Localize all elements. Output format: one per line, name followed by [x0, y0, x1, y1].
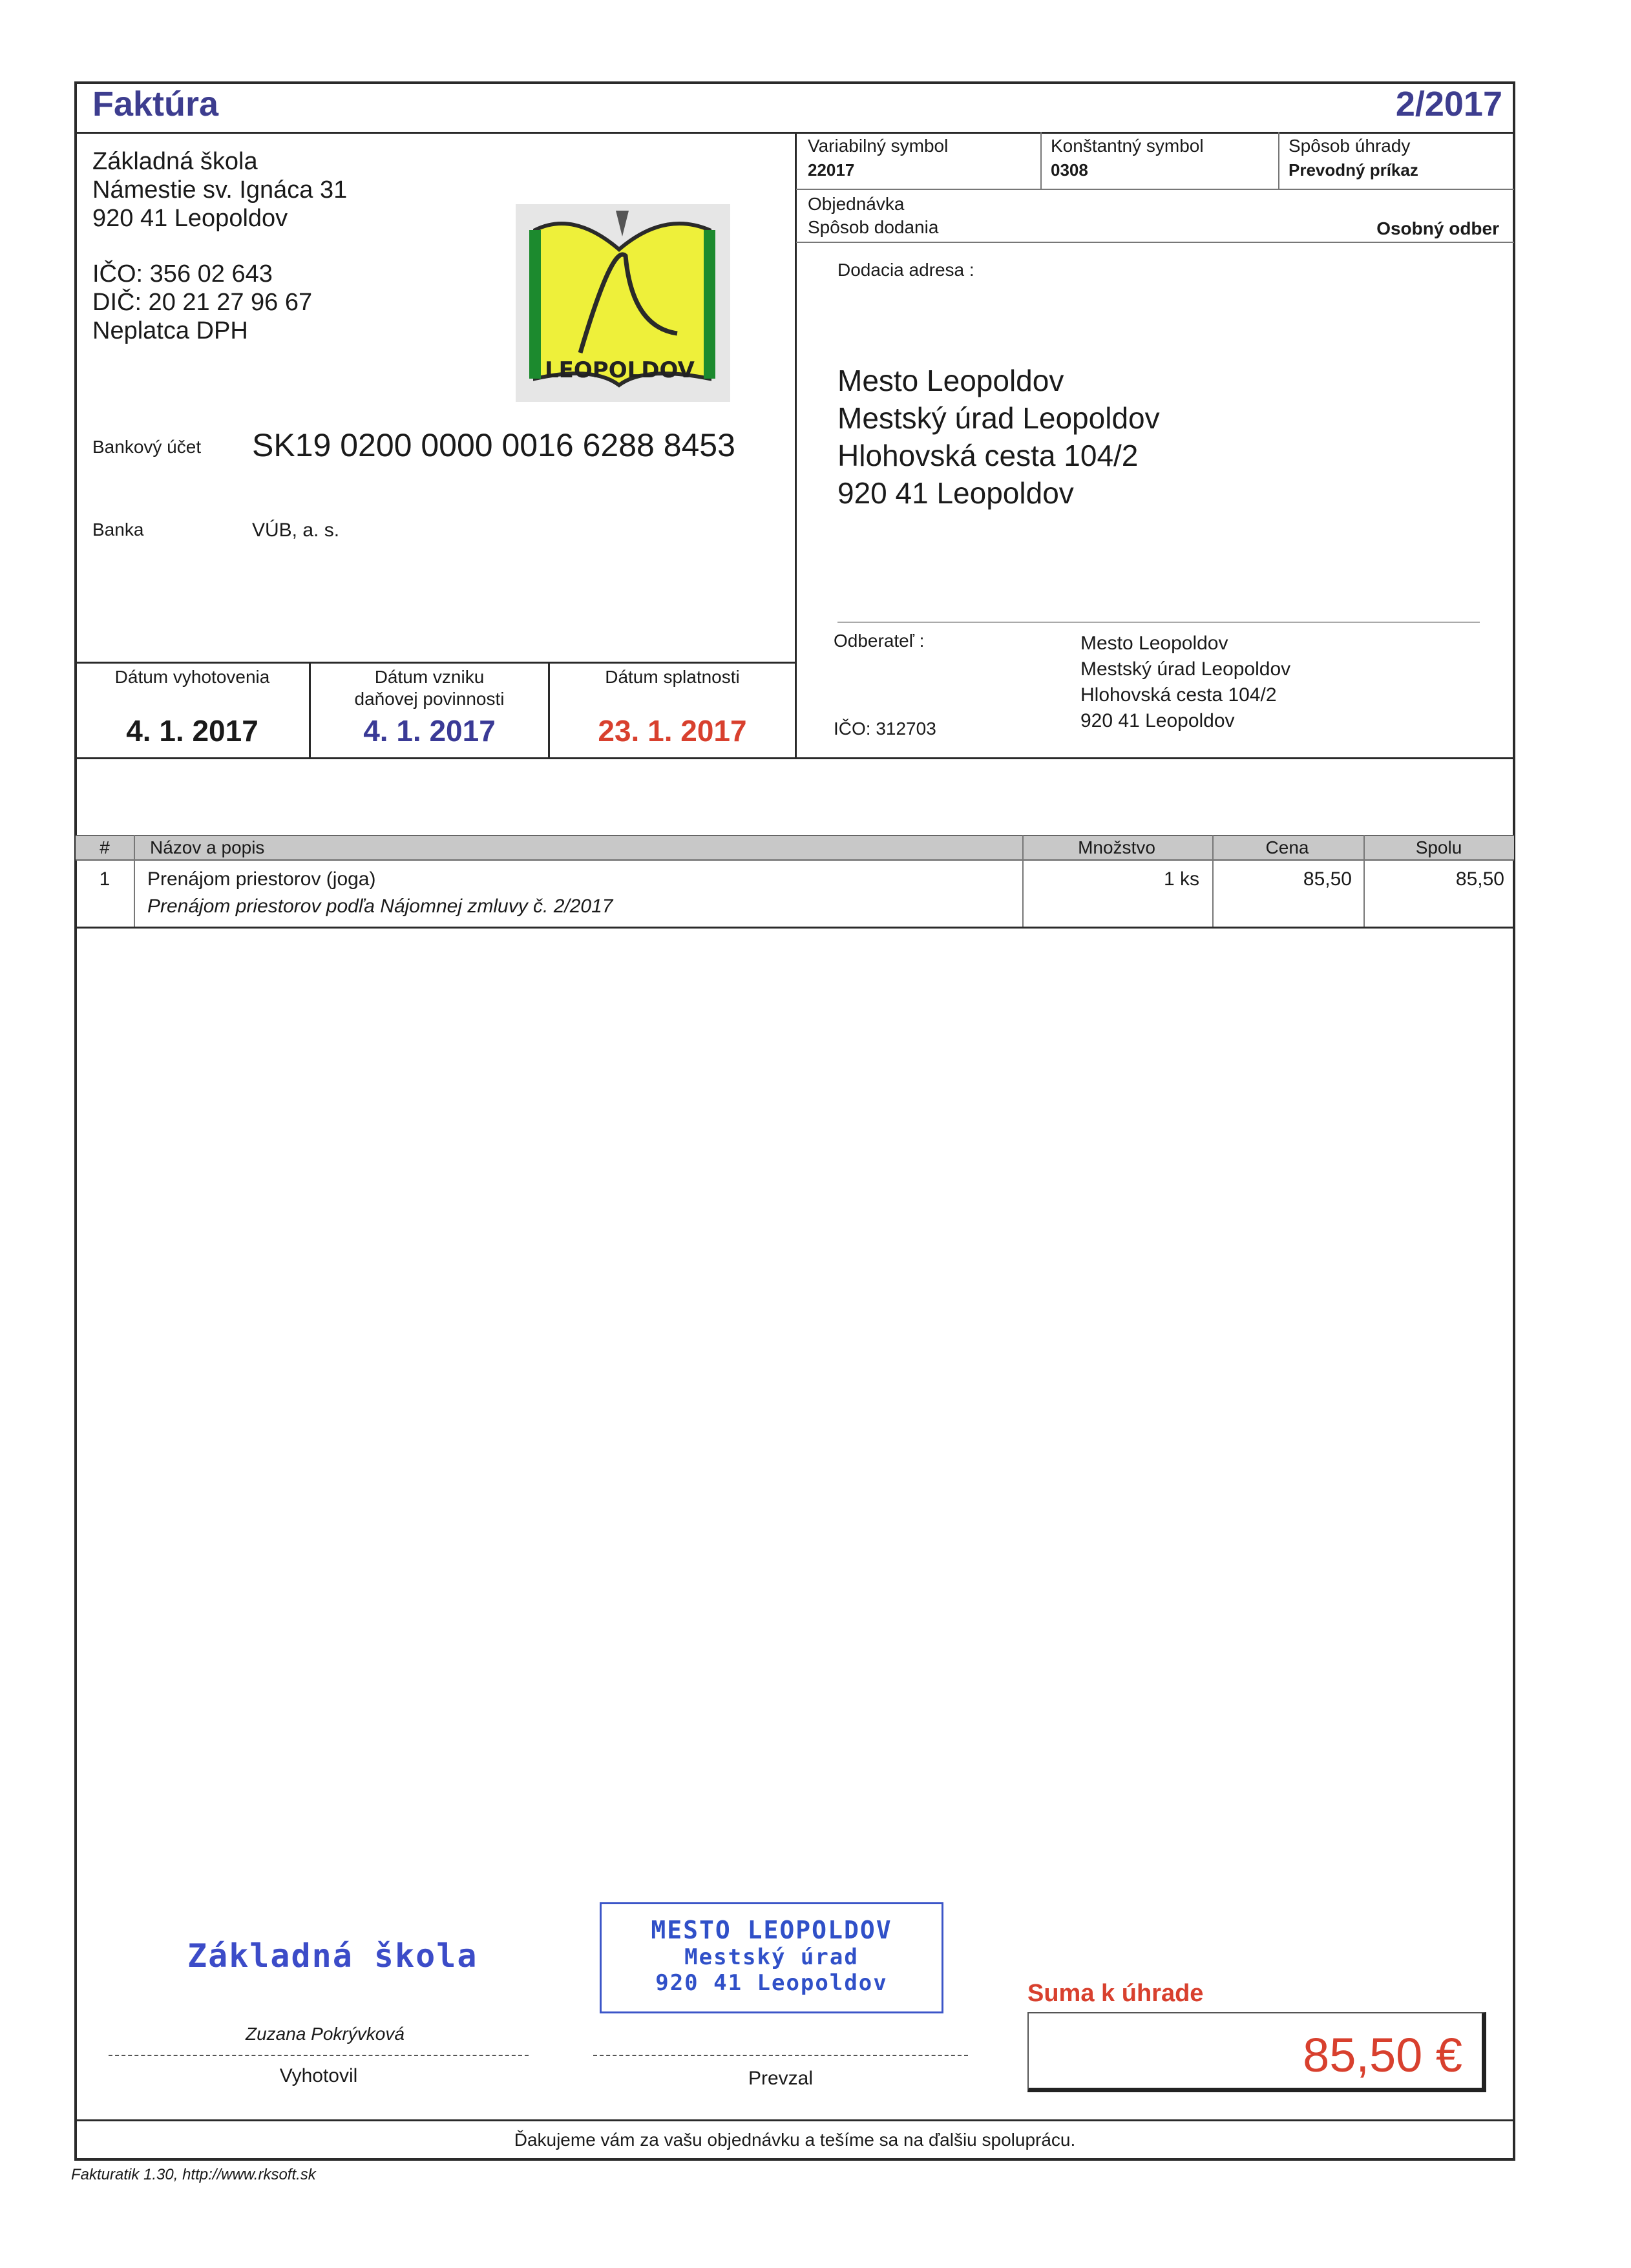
city-stamp-line: MESTO LEOPOLDOV: [651, 1916, 892, 1944]
bank-name: VÚB, a. s.: [252, 520, 340, 541]
school-stamp: Základná škola: [187, 1937, 478, 1975]
delivery-address-line: 920 41 Leopoldov: [837, 476, 1074, 510]
customer-line: Mesto Leopoldov: [1080, 633, 1228, 654]
supplier-vat: Neplatca DPH: [92, 317, 248, 344]
col-header-num: #: [100, 837, 110, 857]
school-logo: [516, 204, 730, 402]
constant-symbol-label: Konštantný symbol: [1051, 136, 1204, 156]
due-date: 23. 1. 2017: [598, 714, 747, 748]
order-label: Objednávka: [808, 194, 905, 214]
bank-account-label: Bankový účet: [92, 437, 202, 457]
delivery-address-line: Mesto Leopoldov: [837, 364, 1064, 397]
due-date-label: Dátum splatnosti: [605, 667, 740, 687]
col-header-qty: Množstvo: [1078, 837, 1155, 857]
row-num: 1: [99, 868, 110, 890]
delivery-divider: [796, 242, 1514, 243]
row-price: 85,50: [1303, 868, 1352, 890]
issuer-signature-line: [109, 2055, 529, 2056]
variable-symbol-label: Variabilný symbol: [808, 136, 949, 156]
supplier-address: [92, 147, 347, 233]
payment-method-label: Spôsob úhrady: [1289, 136, 1411, 156]
total-box: [1027, 2012, 1486, 2092]
tax-date-label-2: daňovej povinnosti: [354, 689, 505, 709]
customer-line: Hlohovská cesta 104/2: [1080, 684, 1277, 706]
receiver-signature-line: [593, 2055, 968, 2056]
delivery-address-line: Hlohovská cesta 104/2: [837, 439, 1139, 472]
logo-text: LEOPOLDOV: [545, 357, 695, 383]
payment-col-divider: [1278, 132, 1279, 189]
thanks-message: Ďakujeme vám za vašu objednávku a tešíme sa na ďalšiu spoluprácu.: [514, 2130, 1076, 2150]
payment-divider: [796, 189, 1514, 190]
row-total: 85,50: [1455, 868, 1504, 890]
delivery-address-label: Dodacia adresa :: [837, 260, 974, 280]
issuer-name: Zuzana Pokrývková: [246, 2024, 405, 2044]
city-stamp-line: Mestský úrad: [684, 1944, 859, 1970]
city-stamp: [600, 1902, 943, 2013]
customer-divider: [837, 622, 1480, 623]
bank-label: Banka: [92, 520, 144, 540]
supplier-ico: IČO: 356 02 643: [92, 260, 273, 288]
customer-line: 920 41 Leopoldov: [1080, 710, 1235, 731]
dates-divider: [76, 662, 795, 664]
table-col-divider: [134, 835, 135, 928]
supplier-ids: [92, 260, 312, 345]
header-bottom-divider: [76, 757, 1514, 759]
col-header-name: Názov a popis: [150, 837, 265, 857]
col-header-total: Spolu: [1415, 837, 1462, 857]
customer-label: Odberateľ :: [834, 631, 925, 651]
variable-symbol: 22017: [808, 160, 855, 180]
delivery-address-line: Mestský úrad Leopoldov: [837, 401, 1160, 435]
receiver-label: Prevzal: [748, 2068, 814, 2089]
tax-date: 4. 1. 2017: [363, 714, 496, 748]
issuer-label: Vyhotovil: [279, 2065, 358, 2086]
footer-divider: [76, 2119, 1514, 2121]
row-name: Prenájom priestorov (joga): [147, 868, 376, 890]
bank-account: SK19 0200 0000 0016 6288 8453: [252, 427, 735, 463]
total-amount: 85,50 €: [1303, 2028, 1462, 2082]
supplier-line: 920 41 Leopoldov: [92, 205, 288, 232]
customer-line: Mestský úrad Leopoldov: [1080, 658, 1291, 680]
row-description: Prenájom priestorov podľa Nájomnej zmluvy č. 2/2017: [147, 896, 613, 917]
software-credit: Fakturatik 1.30, http://www.rksoft.sk: [71, 2166, 316, 2183]
row-qty: 1 ks: [1163, 868, 1199, 890]
supplier-line: Základná škola: [92, 148, 258, 175]
constant-symbol: 0308: [1051, 160, 1088, 180]
total-label: Suma k úhrade: [1027, 1980, 1204, 2007]
supplier-line: Námestie sv. Ignáca 31: [92, 176, 348, 204]
invoice-number: 2/2017: [1395, 85, 1502, 123]
payment-col-divider: [1040, 132, 1042, 189]
city-stamp-line: 920 41 Leopoldov: [655, 1970, 888, 1996]
delivery-address: [837, 362, 1160, 512]
customer-ico: IČO: 312703: [834, 719, 936, 739]
customer-address: [1080, 631, 1290, 734]
tax-date-label-1: Dátum vzniku: [374, 667, 485, 687]
payment-method: Prevodný príkaz: [1289, 160, 1418, 180]
col-header-price: Cena: [1265, 837, 1309, 857]
invoice-title: Faktúra: [92, 85, 219, 123]
table-bottom-divider: [76, 927, 1514, 929]
issue-date: 4. 1. 2017: [126, 714, 258, 748]
supplier-dic: DIČ: 20 21 27 96 67: [92, 289, 313, 316]
delivery-method: Osobný odber: [1376, 218, 1499, 238]
issue-date-label: Dátum vyhotovenia: [114, 667, 270, 687]
leopoldov-logo-icon: [516, 204, 730, 402]
delivery-method-label: Spôsob dodania: [808, 217, 939, 237]
